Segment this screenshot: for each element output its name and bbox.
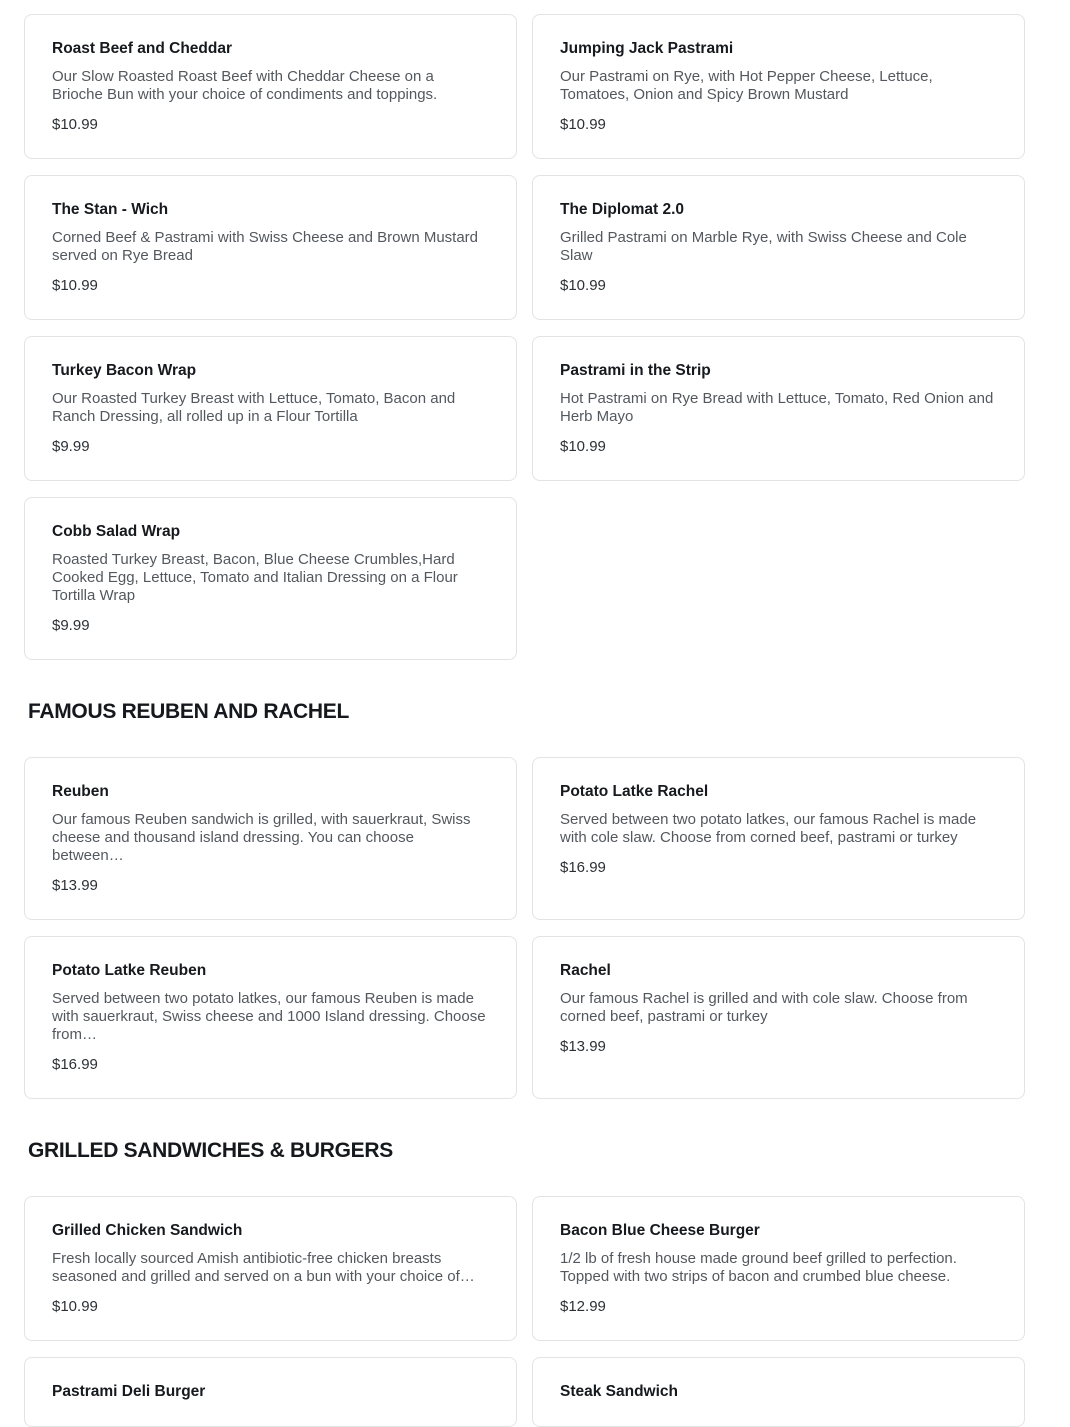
- menu-item-card[interactable]: [24, 757, 517, 920]
- menu-item-name: Turkey Bacon Wrap: [52, 362, 197, 379]
- menu-item-name: Pastrami Deli Burger: [52, 1383, 206, 1400]
- menu-item-name: The Stan - Wich: [52, 201, 169, 218]
- menu-item-price: $9.99: [52, 438, 90, 455]
- menu-item-price: $10.99: [52, 277, 98, 294]
- menu-item-card[interactable]: [532, 1357, 1025, 1427]
- menu-item-card[interactable]: [532, 336, 1025, 481]
- menu-item-card[interactable]: [24, 1357, 517, 1427]
- menu-item-card[interactable]: [532, 1196, 1025, 1341]
- menu-item-description: Grilled Pastrami on Marble Rye, with Swiss Cheese and Cole Slaw: [560, 229, 967, 264]
- cards-grid: [24, 14, 1025, 660]
- menu-item-card[interactable]: [24, 1196, 517, 1341]
- menu-item-price: $16.99: [52, 1056, 98, 1073]
- menu-item-name: Jumping Jack Pastrami: [560, 40, 734, 57]
- menu-item-name: Reuben: [52, 783, 109, 800]
- menu-item-description: Roasted Turkey Breast, Bacon, Blue Cheese Crumbles,Hard Cooked Egg, Lettuce, Tomato and Italian Dressing on a Flour Tortilla Wrap: [52, 551, 458, 604]
- menu-item-description: Our Pastrami on Rye, with Hot Pepper Cheese, Lettuce, Tomatoes, Onion and Spicy Brown Mustard: [560, 68, 933, 103]
- menu-item-card[interactable]: [24, 497, 517, 660]
- menu-item-price: $10.99: [560, 116, 606, 133]
- menu-item-description: 1/2 lb of fresh house made ground beef grilled to perfection. Topped with two strips of bacon and crumbed blue cheese.: [560, 1250, 957, 1285]
- menu-item-card[interactable]: [532, 757, 1025, 920]
- menu-item-name: Roast Beef and Cheddar: [52, 40, 233, 57]
- section-header: FAMOUS REUBEN AND RACHEL: [28, 700, 350, 723]
- menu-item-name: Pastrami in the Strip: [560, 362, 711, 379]
- menu-item-description: Fresh locally sourced Amish antibiotic-free chicken breasts seasoned and grilled and served on a bun with your choice of…: [52, 1250, 475, 1285]
- menu-item-price: $16.99: [560, 859, 606, 876]
- menu-item-name: Rachel: [560, 962, 611, 979]
- menu-item-name: Cobb Salad Wrap: [52, 523, 181, 540]
- menu-item-name: Grilled Chicken Sandwich: [52, 1222, 243, 1239]
- menu-item-price: $10.99: [560, 277, 606, 294]
- menu-item-name: The Diplomat 2.0: [560, 201, 685, 218]
- cards-grid: [24, 1196, 1025, 1427]
- menu-item-price: $13.99: [560, 1038, 606, 1055]
- menu-item-description: Served between two potato latkes, our famous Reuben is made with sauerkraut, Swiss cheese and 1000 Island dressing. Choose from…: [52, 990, 486, 1043]
- menu-item-price: $13.99: [52, 877, 98, 894]
- menu-item-description: Our famous Reuben sandwich is grilled, with sauerkraut, Swiss cheese and thousand island dressing. You can choose between…: [52, 811, 471, 864]
- menu-item-card[interactable]: [532, 936, 1025, 1099]
- cards-grid: [24, 757, 1025, 1099]
- menu-item-card[interactable]: [532, 14, 1025, 159]
- section-header: GRILLED SANDWICHES & BURGERS: [28, 1139, 393, 1162]
- menu-item-name: Potato Latke Reuben: [52, 962, 207, 979]
- menu-item-description: Our famous Rachel is grilled and with cole slaw. Choose from corned beef, pastrami or turkey: [560, 990, 968, 1025]
- menu-item-description: Hot Pastrami on Rye Bread with Lettuce, Tomato, Red Onion and Herb Mayo: [560, 390, 994, 425]
- menu-item-price: $10.99: [52, 1298, 98, 1315]
- menu-item-description: Corned Beef & Pastrami with Swiss Cheese and Brown Mustard served on Rye Bread: [52, 229, 479, 264]
- menu-item-price: $12.99: [560, 1298, 606, 1315]
- menu-item-card[interactable]: [24, 336, 517, 481]
- menu-item-name: Bacon Blue Cheese Burger: [560, 1222, 760, 1239]
- menu-item-description: Served between two potato latkes, our famous Rachel is made with cole slaw. Choose from corned beef, pastrami or turkey: [560, 811, 977, 846]
- menu-item-price: $9.99: [52, 617, 90, 634]
- menu-item-name: Steak Sandwich: [560, 1383, 679, 1400]
- menu-item-card[interactable]: [24, 14, 517, 159]
- menu-item-price: $10.99: [52, 116, 98, 133]
- menu-item-card[interactable]: [532, 175, 1025, 320]
- menu-section: [24, 1139, 1025, 1427]
- menu-item-description: Our Roasted Turkey Breast with Lettuce, Tomato, Bacon and Ranch Dressing, all rolled up in a Flour Tortilla: [52, 390, 456, 425]
- menu-item-card[interactable]: [24, 175, 517, 320]
- menu-section: [24, 14, 1025, 660]
- menu-item-card[interactable]: [24, 936, 517, 1099]
- menu-section: [24, 700, 1025, 1099]
- menu-item-description: Our Slow Roasted Roast Beef with Cheddar Cheese on a Brioche Bun with your choice of condiments and toppings.: [52, 68, 438, 103]
- menu-item-price: $10.99: [560, 438, 606, 455]
- menu-item-name: Potato Latke Rachel: [560, 783, 709, 800]
